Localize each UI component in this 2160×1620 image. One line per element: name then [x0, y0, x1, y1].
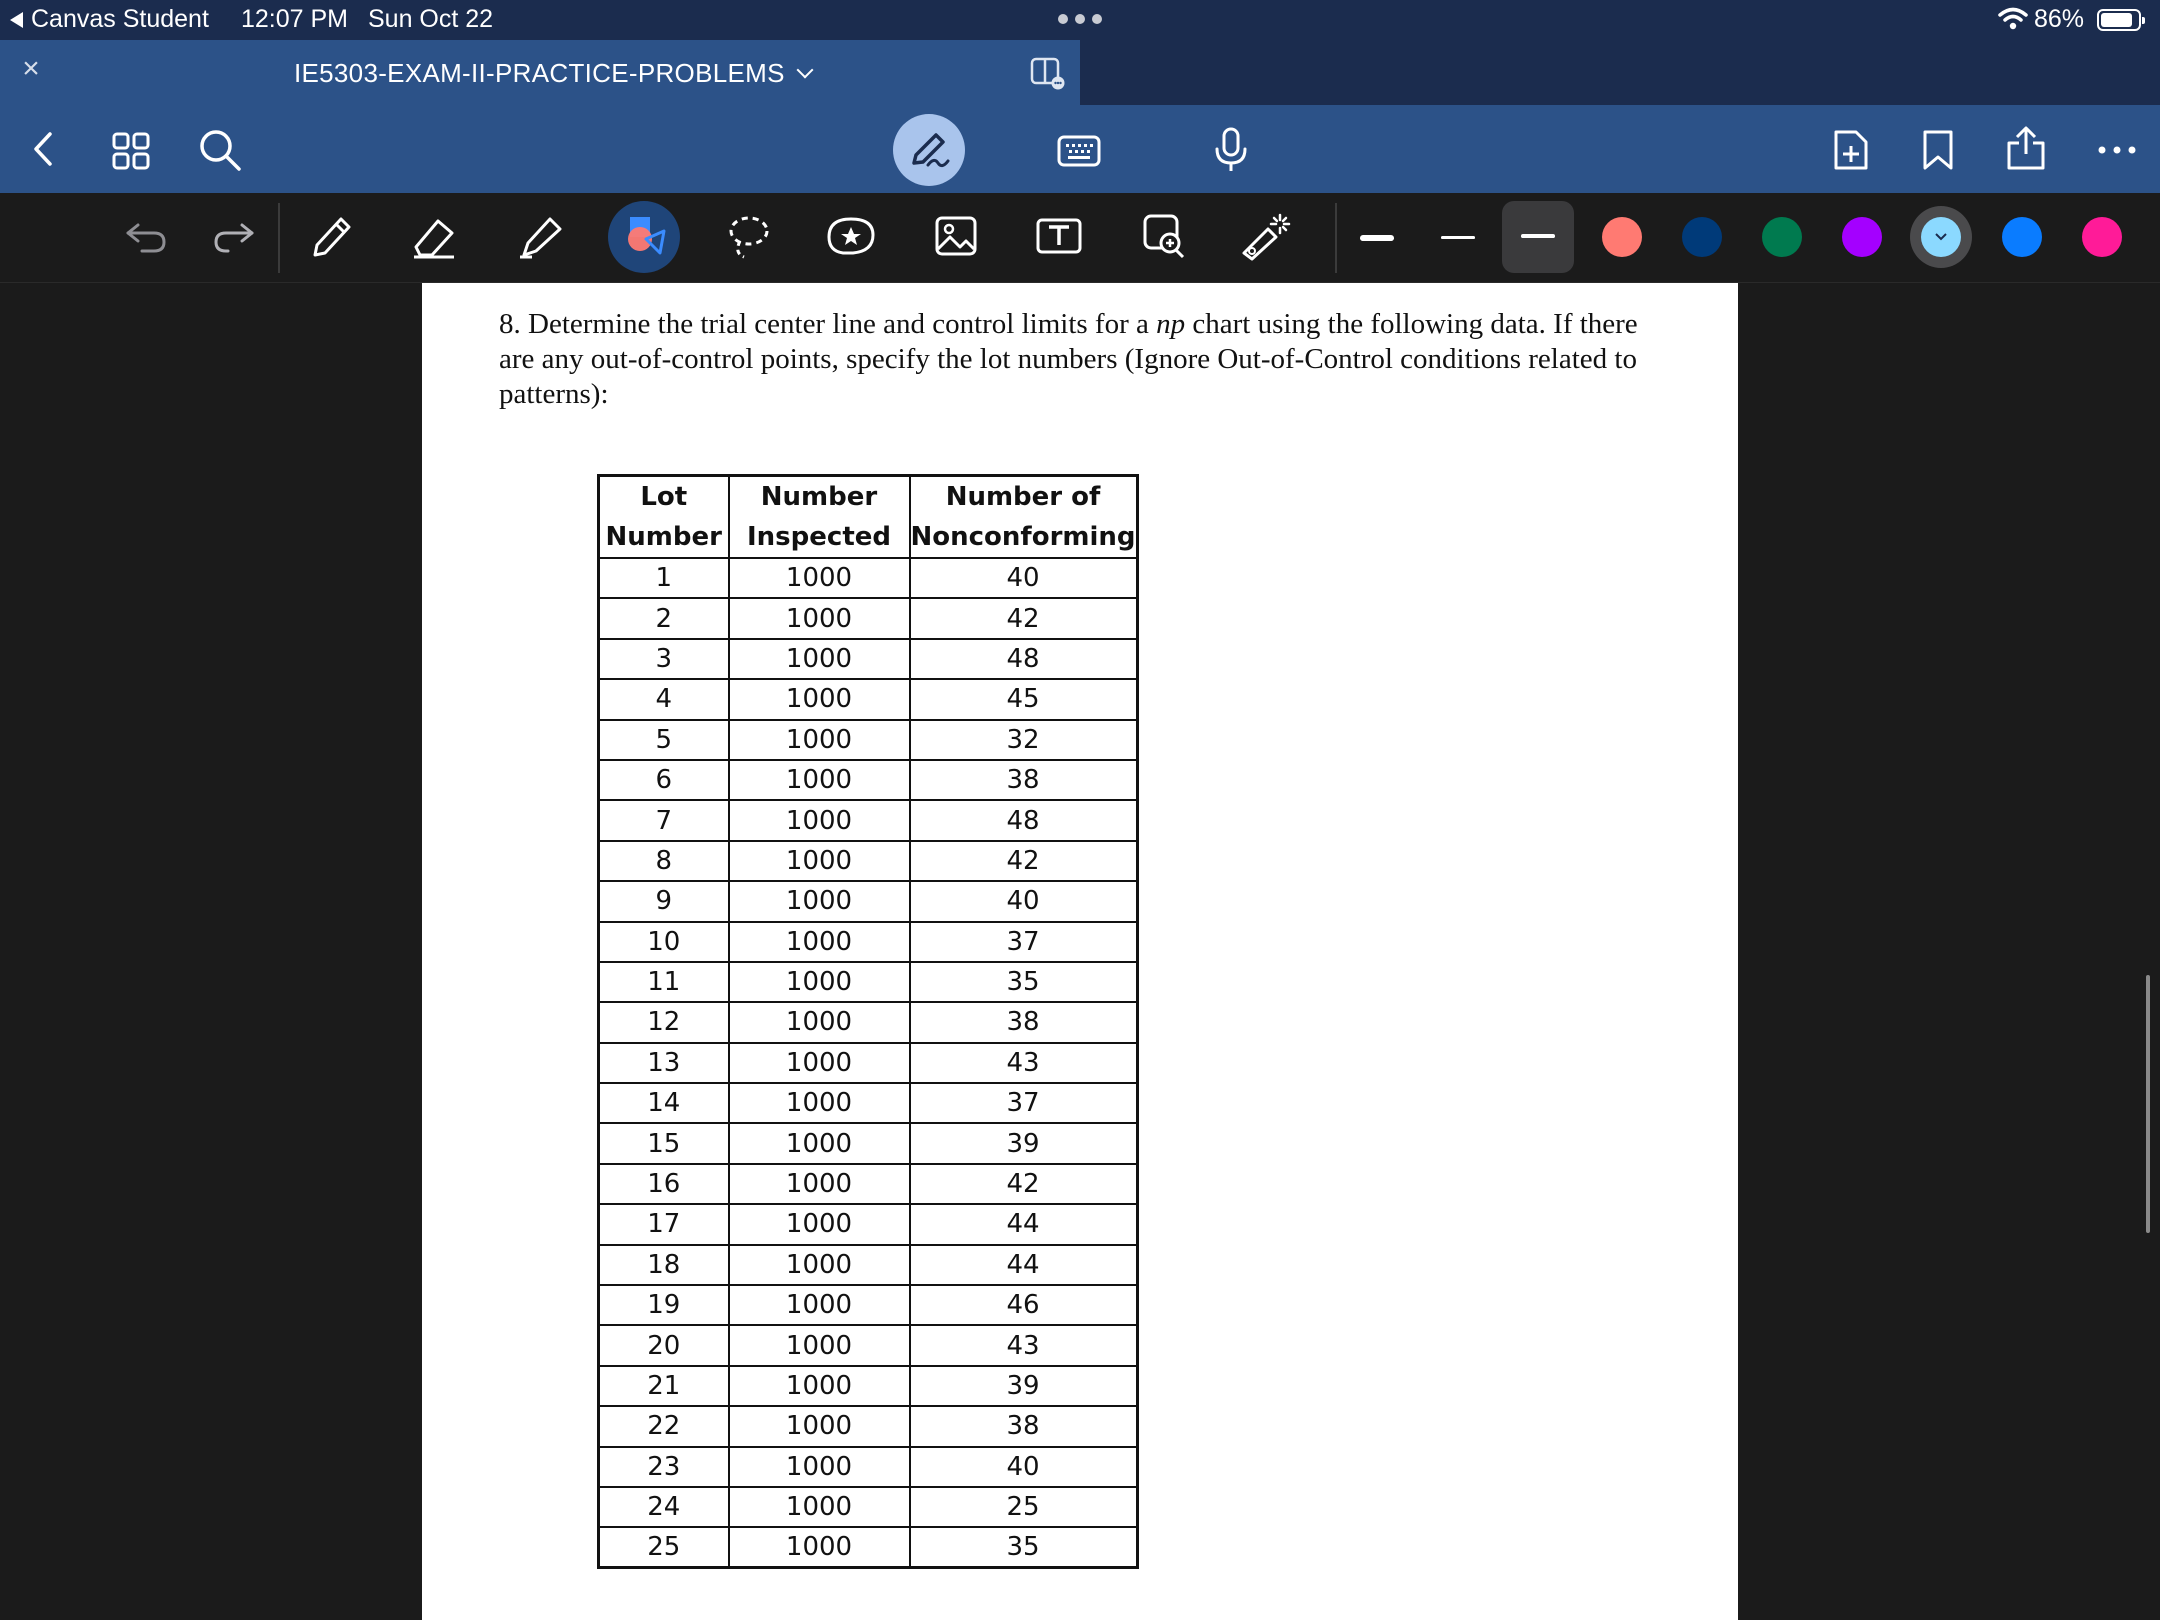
cell-lot-number: 13 [599, 1043, 729, 1083]
add-page-icon[interactable] [1832, 128, 1870, 172]
chevron-down-icon [796, 61, 813, 78]
back-app-label: Canvas Student [31, 5, 209, 33]
color-swatch-light-blue[interactable] [1921, 217, 1961, 257]
header-number-inspected: Number Inspected [729, 476, 910, 559]
redo-icon[interactable] [212, 219, 256, 255]
table-row [599, 1366, 1138, 1406]
color-swatch-salmon[interactable] [1602, 217, 1642, 257]
table-row [599, 1406, 1138, 1446]
cell-lot-number: 23 [599, 1447, 729, 1487]
eraser-icon[interactable] [410, 213, 458, 261]
battery-icon [2097, 9, 2141, 31]
table-row [599, 1164, 1138, 1204]
cell-lot-number: 17 [599, 1204, 729, 1244]
cell-nonconforming: 45 [910, 679, 1138, 719]
cell-lot-number: 7 [599, 800, 729, 840]
document-tab[interactable] [0, 40, 1080, 105]
cell-number-inspected: 1000 [729, 639, 910, 679]
search-icon[interactable] [198, 128, 242, 172]
undo-icon[interactable] [124, 219, 168, 255]
cell-number-inspected: 1000 [729, 800, 910, 840]
table-row [599, 1002, 1138, 1042]
cell-number-inspected: 1000 [729, 1366, 910, 1406]
table-row [599, 558, 1138, 598]
cell-lot-number: 19 [599, 1285, 729, 1325]
cell-nonconforming: 42 [910, 841, 1138, 881]
drawing-toolbar [0, 193, 2160, 283]
cell-number-inspected: 1000 [729, 1285, 910, 1325]
cell-lot-number: 2 [599, 598, 729, 638]
pencil-icon[interactable] [309, 213, 353, 261]
split-view-icon[interactable] [1030, 57, 1066, 91]
bookmark-icon[interactable] [1921, 129, 1955, 171]
header-lot-number: Lot Number [599, 476, 729, 559]
table-row [599, 598, 1138, 638]
cell-lot-number: 20 [599, 1325, 729, 1365]
clock: 12:07 PM [241, 5, 349, 33]
cell-nonconforming: 40 [910, 1447, 1138, 1487]
text-box-icon[interactable] [1034, 217, 1084, 255]
cell-nonconforming: 48 [910, 800, 1138, 840]
table-row [599, 1527, 1138, 1568]
cell-number-inspected: 1000 [729, 598, 910, 638]
table-row [599, 1447, 1138, 1487]
share-icon[interactable] [2005, 125, 2047, 171]
cell-nonconforming: 42 [910, 1164, 1138, 1204]
shape-icon [620, 209, 670, 261]
table-row [599, 760, 1138, 800]
cell-nonconforming: 46 [910, 1285, 1138, 1325]
cell-number-inspected: 1000 [729, 1406, 910, 1446]
pen-mode-button[interactable] [893, 114, 965, 186]
pen-mode-icon [906, 127, 952, 173]
table-row [599, 1245, 1138, 1285]
cell-nonconforming: 35 [910, 1527, 1138, 1568]
table-row [599, 1083, 1138, 1123]
wifi-icon [1998, 6, 2028, 30]
table-row [599, 841, 1138, 881]
cell-nonconforming: 25 [910, 1487, 1138, 1527]
laser-pointer-icon[interactable] [1240, 211, 1292, 261]
cell-number-inspected: 1000 [729, 1002, 910, 1042]
cell-nonconforming: 38 [910, 1002, 1138, 1042]
cell-lot-number: 25 [599, 1527, 729, 1568]
table-row [599, 1325, 1138, 1365]
stroke-width-medium[interactable] [1502, 201, 1574, 273]
cell-number-inspected: 1000 [729, 720, 910, 760]
cell-lot-number: 14 [599, 1083, 729, 1123]
data-table [597, 474, 1139, 1569]
color-swatch-purple[interactable] [1842, 217, 1882, 257]
cell-nonconforming: 35 [910, 962, 1138, 1002]
cell-number-inspected: 1000 [729, 841, 910, 881]
cell-lot-number: 10 [599, 922, 729, 962]
table-row [599, 962, 1138, 1002]
cell-nonconforming: 32 [910, 720, 1138, 760]
color-swatch-navy[interactable] [1682, 217, 1722, 257]
toolbar-divider [1335, 203, 1337, 273]
back-arrow-icon [10, 12, 23, 28]
color-swatch-green[interactable] [1762, 217, 1802, 257]
sticker-icon[interactable] [825, 215, 877, 257]
cell-nonconforming: 39 [910, 1123, 1138, 1163]
highlighter-icon[interactable] [516, 213, 564, 261]
table-row [599, 720, 1138, 760]
cell-nonconforming: 38 [910, 760, 1138, 800]
stroke-width-thick[interactable] [1355, 213, 1405, 263]
cell-number-inspected: 1000 [729, 1204, 910, 1244]
cell-number-inspected: 1000 [729, 679, 910, 719]
cell-number-inspected: 1000 [729, 922, 910, 962]
cell-nonconforming: 44 [910, 1204, 1138, 1244]
table-row [599, 1123, 1138, 1163]
cell-lot-number: 24 [599, 1487, 729, 1527]
lasso-icon[interactable] [724, 211, 774, 261]
cell-nonconforming: 40 [910, 881, 1138, 921]
cell-lot-number: 22 [599, 1406, 729, 1446]
status-bar [0, 0, 2160, 40]
cell-nonconforming: 39 [910, 1366, 1138, 1406]
close-tab-icon[interactable]: × [22, 52, 40, 85]
table-row [599, 922, 1138, 962]
more-icon[interactable] [2097, 145, 2137, 155]
cell-number-inspected: 1000 [729, 1325, 910, 1365]
cell-nonconforming: 43 [910, 1043, 1138, 1083]
cell-nonconforming: 44 [910, 1245, 1138, 1285]
table-header-row [599, 476, 1138, 559]
microphone-icon[interactable] [1213, 127, 1249, 173]
table-body [599, 558, 1138, 1568]
cell-lot-number: 8 [599, 841, 729, 881]
cell-lot-number: 15 [599, 1123, 729, 1163]
document-page[interactable] [422, 283, 1738, 1620]
table-row [599, 881, 1138, 921]
cell-lot-number: 16 [599, 1164, 729, 1204]
table-row [599, 800, 1138, 840]
cell-lot-number: 6 [599, 760, 729, 800]
cell-number-inspected: 1000 [729, 760, 910, 800]
cell-lot-number: 4 [599, 679, 729, 719]
image-icon[interactable] [934, 215, 978, 257]
cell-nonconforming: 37 [910, 1083, 1138, 1123]
table-row [599, 639, 1138, 679]
np-emphasis: np [1156, 308, 1186, 340]
header-number-nonconforming: Number of Nonconforming [910, 476, 1138, 559]
navigation-toolbar [0, 105, 2160, 193]
cell-lot-number: 9 [599, 881, 729, 921]
cell-lot-number: 12 [599, 1002, 729, 1042]
color-swatch-pink[interactable] [2082, 217, 2122, 257]
cell-number-inspected: 1000 [729, 1083, 910, 1123]
keyboard-icon[interactable] [1057, 135, 1101, 167]
cell-number-inspected: 1000 [729, 1245, 910, 1285]
cell-lot-number: 1 [599, 558, 729, 598]
cell-nonconforming: 48 [910, 639, 1138, 679]
cell-number-inspected: 1000 [729, 558, 910, 598]
back-to-app-link[interactable] [10, 5, 209, 34]
thumbnails-icon[interactable] [112, 132, 150, 170]
cell-lot-number: 21 [599, 1366, 729, 1406]
cell-nonconforming: 42 [910, 598, 1138, 638]
cell-number-inspected: 1000 [729, 1527, 910, 1568]
table-row [599, 1285, 1138, 1325]
cell-nonconforming: 43 [910, 1325, 1138, 1365]
chevron-down-icon [1934, 232, 1948, 242]
cell-nonconforming: 40 [910, 558, 1138, 598]
cell-nonconforming: 37 [910, 922, 1138, 962]
battery-percent: 86% [2034, 5, 2085, 33]
multitasking-dots-icon[interactable] [1058, 14, 1102, 24]
table-row [599, 1487, 1138, 1527]
cell-lot-number: 11 [599, 962, 729, 1002]
cell-lot-number: 3 [599, 639, 729, 679]
color-swatch-blue[interactable] [2002, 217, 2042, 257]
document-title: IE5303-EXAM-II-PRACTICE-PROBLEMS [294, 58, 785, 88]
table-row [599, 1043, 1138, 1083]
date: Sun Oct 22 [368, 5, 494, 33]
cell-number-inspected: 1000 [729, 1123, 910, 1163]
question-text: 8. Determine the trial center line and control limits for a np chart using the following data. If there are any out-of-control points, specify the lot numbers (Ignore Out-of-Control conditions related to patterns): [499, 308, 1638, 410]
cell-number-inspected: 1000 [729, 881, 910, 921]
cell-number-inspected: 1000 [729, 1164, 910, 1204]
cell-number-inspected: 1000 [729, 1487, 910, 1527]
table-row [599, 679, 1138, 719]
cell-nonconforming: 38 [910, 1406, 1138, 1446]
zoom-window-icon[interactable] [1142, 213, 1186, 259]
cell-number-inspected: 1000 [729, 1447, 910, 1487]
document-title-menu[interactable] [294, 58, 811, 89]
table-row [599, 1204, 1138, 1244]
cell-lot-number: 5 [599, 720, 729, 760]
cell-number-inspected: 1000 [729, 962, 910, 1002]
document-tab-bar [0, 40, 2160, 105]
back-icon[interactable] [30, 131, 56, 167]
scroll-indicator[interactable] [2146, 975, 2150, 1233]
toolbar-divider [278, 203, 280, 273]
cell-lot-number: 18 [599, 1245, 729, 1285]
cell-number-inspected: 1000 [729, 1043, 910, 1083]
stroke-width-thin[interactable] [1432, 213, 1482, 263]
